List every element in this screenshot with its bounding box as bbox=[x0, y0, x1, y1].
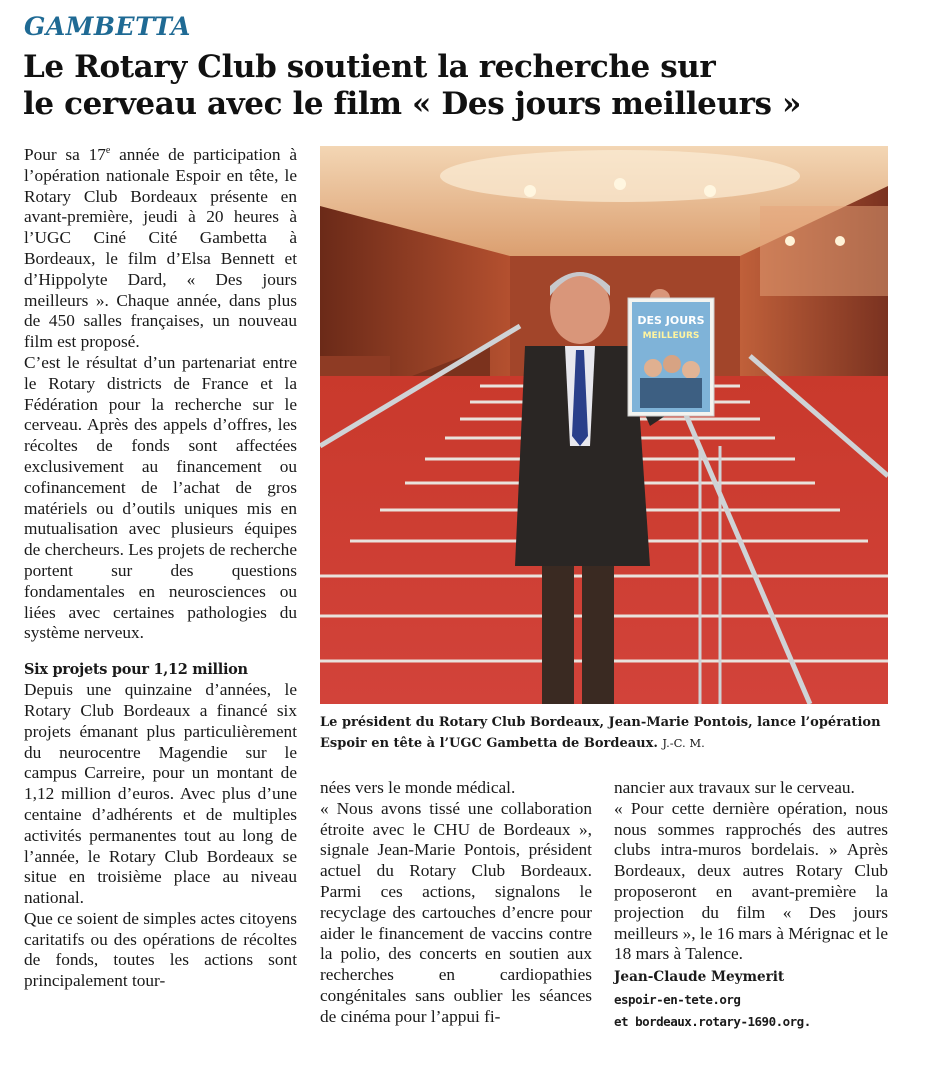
headline-line-1: Le Rotary Club soutient la recherche sur bbox=[23, 49, 716, 85]
article-column-1 bbox=[24, 145, 297, 992]
website-link-1: espoir-en-tete.org bbox=[614, 992, 741, 1008]
ordinal-superscript: e bbox=[105, 145, 111, 157]
photo-illustration bbox=[320, 146, 888, 704]
photo-caption bbox=[320, 712, 888, 754]
author-byline: Jean-Claude Meymerit bbox=[614, 969, 785, 986]
article-column-3 bbox=[614, 778, 888, 1032]
poster-title-1: DES JOURS bbox=[637, 314, 705, 327]
section-kicker: GAMBETTA bbox=[24, 12, 191, 41]
headline-line-2: le cerveau avec le film « Des jours meilleurs » bbox=[23, 86, 801, 122]
article-photo bbox=[320, 146, 888, 704]
paragraph-screenings: « Pour cette dernière opération, nous nous sommes rapprochés des autres clubs intra-muros bordelais. » Après Bordeaux, deux autres Rotary Club proposeront en avant-première la projection du film « Des jours meilleurs », le 16 mars à Mérignac et le 18 mars à Talence. bbox=[614, 798, 889, 964]
subheading: Six projets pour 1,12 million bbox=[24, 661, 248, 679]
photo-credit: J.-C. M. bbox=[662, 736, 705, 750]
paragraph-quote: « Nous avons tissé une collaboration étroite avec le CHU de Bordeaux », signale Jean-Marie Pontois, président actuel du Rotary Club Bordeaux. Parmi ces actions, signalons le recyclage des cartouches d’encre pour aider le financement de vaccins contre la polio, des concerts en soutien aux recherches en cardiopathies congénitales sans oublier les séances de cinéma pour l’appui fi- bbox=[320, 798, 592, 1026]
paragraph-intro-rest: année de participation à l’opération nationale Espoir en tête, le Rotary Club Bordeaux présente en avant-première, jeudi à 20 heures à l’UGC Ciné Cité Gambetta à Bordeaux, le film d’Elsa Bennett et d’Hippolyte Dard, « Des jours meilleurs ». Chaque année, dans plus de 450 salles françaises, un nouveau film est proposé. bbox=[24, 145, 298, 352]
film-poster bbox=[628, 298, 714, 416]
paragraph-partnership: C’est le résultat d’un partenariat entre le Rotary districts de France et la Fédération pour la recherche sur le cerveau. Après des appels d’offres, les récoltes de fonds sont affectées exclusivement au financement ou cofinancement de l’achat de gros matériels ou d’outils uniques mis en mutualisation avec plusieurs équipes de chercheurs. Les projets de recherche portent sur des questions fondamentales en neurosciences ou liées avec certaines pathologies du système nerveux. bbox=[24, 352, 297, 643]
article-headline bbox=[23, 49, 923, 123]
paragraph-actions: Que ce soient de simples actes citoyens caritatifs ou des opérations de récoltes de fonds, toutes les actions sont principalement tour- bbox=[24, 908, 297, 991]
article-column-2 bbox=[320, 778, 592, 1028]
paragraph-intro-start: Pour sa 17 bbox=[24, 145, 106, 164]
paragraph-intro bbox=[24, 145, 297, 353]
website-link-2: et bordeaux.rotary-1690.org. bbox=[614, 1014, 811, 1030]
paragraph-projects: Depuis une quinzaine d’années, le Rotary Club Bordeaux a financé six projets émanant plus particulièrement du neurocentre Magendie sur le campus Carreire, pour un montant de 1,12 million d’euros. Avec plus d’une centaine d’adhérents et de multiples activités permanentes tout au long de l’année, le Rotary Club Bordeaux se situe en troisième place au niveau national. bbox=[24, 680, 297, 908]
paragraph-brain: nancier aux travaux sur le cerveau. bbox=[614, 778, 855, 797]
poster-title-2: MEILLEURS bbox=[642, 331, 700, 341]
paragraph-medical: nées vers le monde médical. bbox=[320, 778, 516, 797]
caption-text: Le président du Rotary Club Bordeaux, Jean-Marie Pontois, lance l’opération Espoir en tête à l’UGC Gambetta de Bordeaux. bbox=[320, 715, 881, 751]
